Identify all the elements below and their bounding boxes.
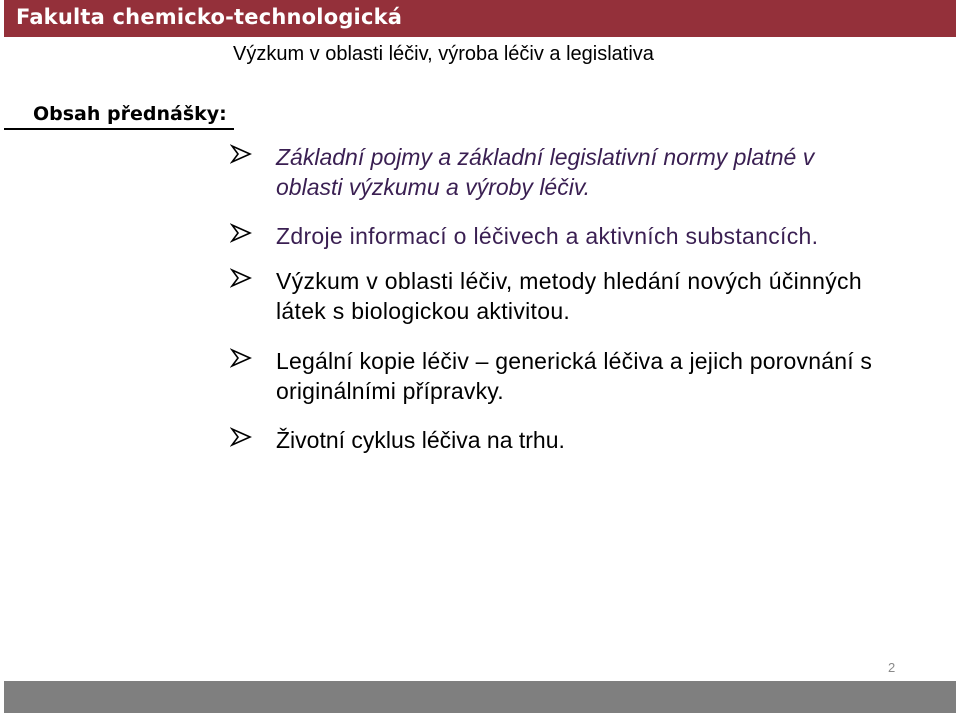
bullet-text: Zdroje informací o léčivech a aktivních substancích. xyxy=(276,223,819,249)
footer-bar xyxy=(4,681,956,713)
section-heading: Obsah přednášky: xyxy=(33,103,227,125)
lecture-subtitle: Výzkum v oblasti léčiv, výroba léčiv a legislativa xyxy=(233,43,654,65)
bullet-text: Výzkum v oblasti léčiv, metody hledání nových účinných látek s biologickou aktivitou. xyxy=(276,268,862,324)
arrow-bullet-icon xyxy=(230,348,252,368)
arrow-bullet-icon xyxy=(230,268,252,288)
bullet-text: Legální kopie léčiv – generická léčiva a jejich porovnání s originálními přípravky. xyxy=(276,348,873,404)
page-number: 2 xyxy=(888,660,896,675)
arrow-bullet-icon xyxy=(230,427,252,447)
section-underline xyxy=(4,128,234,130)
bullet-text: Základní pojmy a základní legislativní normy platné v oblasti výzkumu a výroby léčiv. xyxy=(276,144,815,200)
arrow-bullet-icon xyxy=(230,223,252,243)
arrow-bullet-icon xyxy=(230,144,252,164)
header-bar xyxy=(4,0,956,37)
bullet-text: Životní cyklus léčiva na trhu. xyxy=(276,427,565,453)
faculty-title: Fakulta chemicko-technologická xyxy=(16,5,403,29)
